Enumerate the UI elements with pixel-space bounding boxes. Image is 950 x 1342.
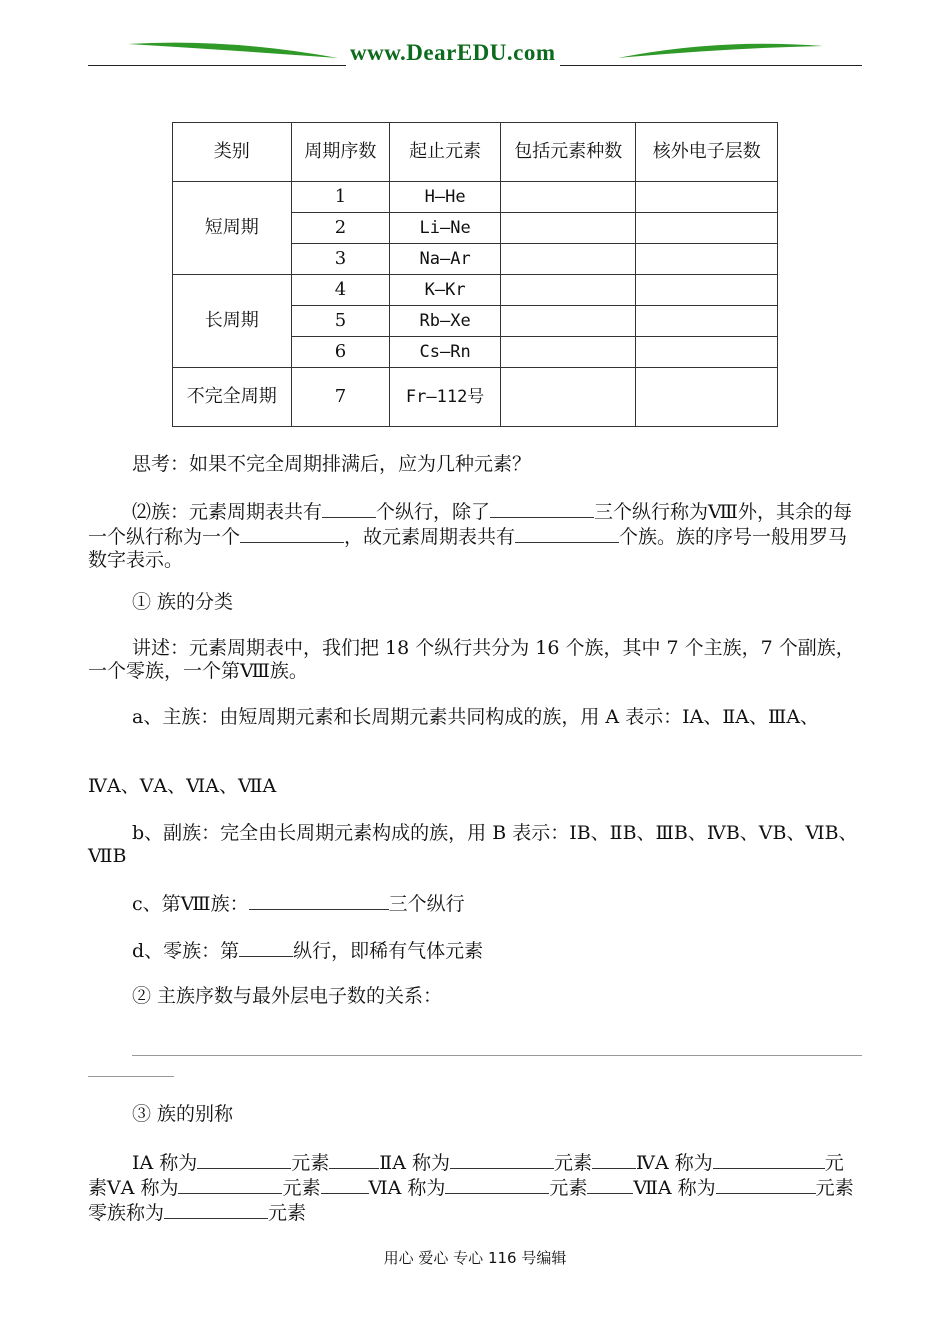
zero-group-line bbox=[88, 938, 862, 963]
alias-blank-1a[interactable] bbox=[197, 1150, 291, 1169]
shell-count-cell[interactable] bbox=[636, 306, 778, 337]
alias-text: ⅦA 称为 bbox=[633, 1177, 716, 1199]
element-range: Li—Ne bbox=[390, 213, 501, 244]
eighth-group-line bbox=[88, 891, 862, 916]
family-text-d: ，故元素周期表共有 bbox=[344, 526, 516, 548]
eighth-text-b: 三个纵行 bbox=[388, 893, 465, 915]
subheading-aliases: ③ 族的别称 bbox=[132, 1103, 234, 1125]
group-incomplete: 不完全周期 bbox=[173, 368, 292, 427]
eighth-text-a: c、第Ⅷ族： bbox=[132, 893, 249, 915]
alias-text: 元素 bbox=[282, 1177, 321, 1199]
column-count-blank[interactable] bbox=[322, 499, 376, 518]
alias-blank-zero[interactable] bbox=[164, 1200, 268, 1219]
alias-blank-2a[interactable] bbox=[450, 1150, 554, 1169]
think-question: 思考：如果不完全周期排满后，应为几种元素？ bbox=[132, 453, 532, 475]
shell-count-cell[interactable] bbox=[636, 244, 778, 275]
alias-text: 元素 bbox=[553, 1152, 592, 1174]
alias-blank-1b[interactable] bbox=[329, 1150, 379, 1169]
period-number: 7 bbox=[291, 368, 390, 427]
page-header bbox=[88, 34, 862, 68]
alias-text: 元素零族称为 bbox=[88, 1177, 854, 1224]
alias-text: 元素 bbox=[291, 1152, 330, 1174]
family-text-a: ⑵族：元素周期表共有 bbox=[132, 501, 323, 523]
element-range: Na—Ar bbox=[390, 244, 501, 275]
subgroup-paragraph: b、副族：完全由长周期元素构成的族，用 B 表示：ⅠB、ⅡB、ⅢB、ⅣB、ⅤB、ⅥB、ⅦB bbox=[88, 822, 858, 867]
period-number: 4 bbox=[291, 275, 390, 306]
shell-count-cell[interactable] bbox=[636, 337, 778, 368]
family-text-e: 个族。族的序号一般用罗马数字表示。 bbox=[88, 526, 848, 571]
alias-blank-4a[interactable] bbox=[713, 1150, 825, 1169]
alias-text: ⅥA 称为 bbox=[368, 1177, 446, 1199]
period-number: 5 bbox=[291, 306, 390, 337]
group-long: 长周期 bbox=[173, 275, 292, 368]
element-count-cell[interactable] bbox=[500, 368, 636, 427]
header-shell-count: 核外电子层数 bbox=[636, 123, 778, 182]
subheading-relation: ② 主族序数与最外层电子数的关系： bbox=[132, 985, 443, 1007]
table-row bbox=[173, 275, 778, 306]
group-total-blank[interactable] bbox=[515, 524, 619, 543]
alias-blank-5b[interactable] bbox=[321, 1175, 369, 1194]
alias-blank-6a[interactable] bbox=[445, 1175, 549, 1194]
zero-text-a: d、零族：第 bbox=[132, 940, 240, 962]
group-short: 短周期 bbox=[173, 182, 292, 275]
group-name-blank[interactable] bbox=[240, 524, 344, 543]
answer-line[interactable] bbox=[132, 1055, 862, 1056]
eighth-group-blank[interactable] bbox=[249, 891, 389, 910]
alias-text: ⅠA 称为 bbox=[132, 1152, 198, 1174]
alias-text: ⅣA 称为 bbox=[636, 1152, 713, 1174]
zero-text-b: 纵行，即稀有气体元素 bbox=[293, 940, 484, 962]
alias-blank-7a[interactable] bbox=[716, 1175, 816, 1194]
alias-text: 元素 bbox=[549, 1177, 588, 1199]
zero-group-blank[interactable] bbox=[239, 938, 293, 957]
element-count-cell[interactable] bbox=[500, 213, 636, 244]
period-table bbox=[172, 122, 778, 427]
element-range: Rb—Xe bbox=[390, 306, 501, 337]
header-category: 类别 bbox=[173, 123, 292, 182]
shell-count-cell[interactable] bbox=[636, 275, 778, 306]
alias-blank-6b[interactable] bbox=[587, 1175, 633, 1194]
alias-blank-2b[interactable] bbox=[592, 1150, 636, 1169]
element-count-cell[interactable] bbox=[500, 275, 636, 306]
element-range: Cs—Rn bbox=[390, 337, 501, 368]
eighth-columns-blank[interactable] bbox=[490, 499, 594, 518]
element-range: K—Kr bbox=[390, 275, 501, 306]
answer-line-continuation[interactable] bbox=[88, 1076, 174, 1077]
header-element-range: 起止元素 bbox=[390, 123, 501, 182]
element-count-cell[interactable] bbox=[500, 244, 636, 275]
alias-blank-5a[interactable] bbox=[178, 1175, 282, 1194]
family-text-c: 三个纵行称为Ⅷ外，其余的每一个纵行称为一个 bbox=[88, 501, 852, 548]
period-number: 1 bbox=[291, 182, 390, 213]
element-range: H—He bbox=[390, 182, 501, 213]
lecture-paragraph: 讲述：元素周期表中，我们把 18 个纵行共分为 16 个族，其中 7 个主族，7 个副族，一个零族，一个第Ⅷ族。 bbox=[88, 637, 855, 682]
alias-text: ⅡA 称为 bbox=[379, 1152, 450, 1174]
period-number: 6 bbox=[291, 337, 390, 368]
main-group-line: a、主族：由短周期元素和长周期元素共同构成的族，用 A 表示：ⅠA、ⅡA、ⅢA、 bbox=[132, 706, 820, 728]
page-footer: 用心 爱心 专心 116 号编辑 bbox=[383, 1249, 567, 1267]
element-count-cell[interactable] bbox=[500, 306, 636, 337]
main-group-continuation: ⅣA、ⅤA、ⅥA、ⅦA bbox=[88, 775, 277, 797]
site-logo[interactable]: www.DearEDU.com bbox=[346, 40, 560, 66]
element-range: Fr—112号 bbox=[390, 368, 501, 427]
element-count-cell[interactable] bbox=[500, 182, 636, 213]
shell-count-cell[interactable] bbox=[636, 368, 778, 427]
table-row bbox=[173, 182, 778, 213]
subheading-classification: ① 族的分类 bbox=[132, 591, 234, 613]
family-text-b: 个纵行，除了 bbox=[376, 501, 491, 523]
period-number: 3 bbox=[291, 244, 390, 275]
table-row bbox=[173, 368, 778, 427]
header-element-count: 包括元素种数 bbox=[500, 123, 636, 182]
alias-paragraph bbox=[88, 1150, 862, 1225]
family-paragraph bbox=[88, 499, 862, 572]
header-period-number: 周期序数 bbox=[291, 123, 390, 182]
shell-count-cell[interactable] bbox=[636, 213, 778, 244]
alias-text: 元素 bbox=[268, 1202, 307, 1224]
shell-count-cell[interactable] bbox=[636, 182, 778, 213]
element-count-cell[interactable] bbox=[500, 337, 636, 368]
alias-text: 元素ⅤA 称为 bbox=[88, 1152, 844, 1199]
period-number: 2 bbox=[291, 213, 390, 244]
